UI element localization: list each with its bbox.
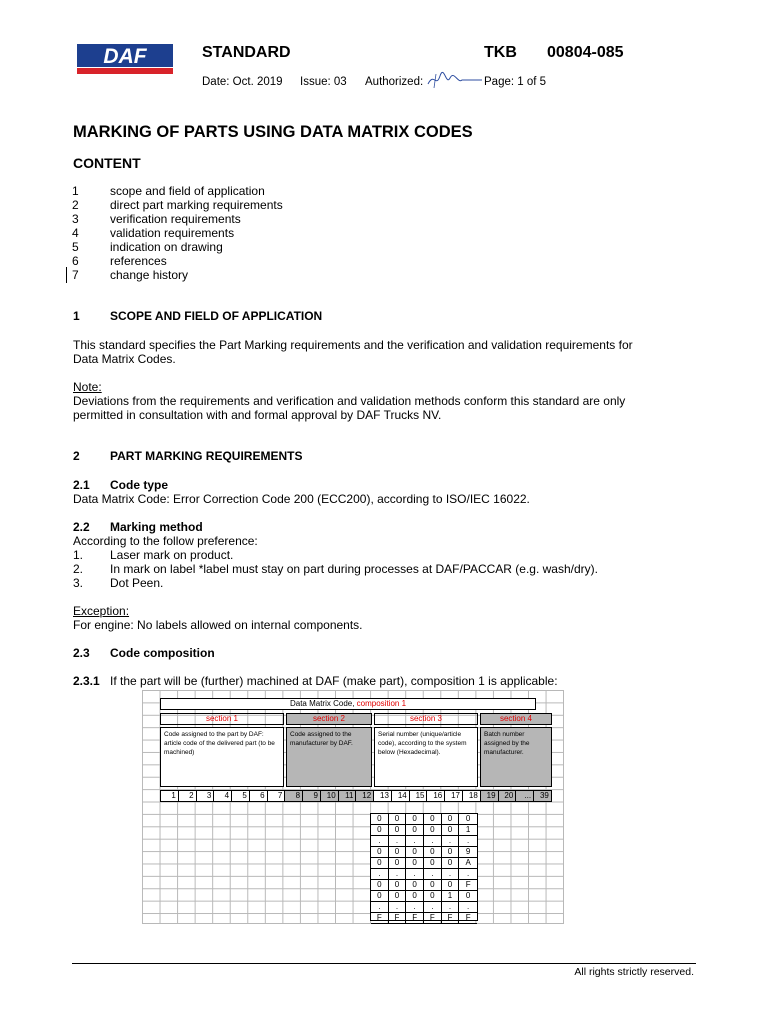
position-cell: 1 [161, 791, 179, 801]
serial-cell: 0 [371, 891, 389, 902]
signature-image [426, 70, 484, 90]
section-4-header: section 4 [480, 713, 552, 725]
section-4-description: Batch number assigned by the manufacturer. [480, 727, 552, 787]
serial-cell: 0 [389, 880, 407, 891]
toc-item: scope and field of application [110, 184, 265, 198]
serial-cell: 0 [406, 858, 424, 869]
position-cell: 6 [250, 791, 268, 801]
position-cell: 12 [356, 791, 374, 801]
list-item: Dot Peen. [110, 576, 164, 590]
serial-cell: . [406, 869, 424, 880]
position-cell: 11 [339, 791, 357, 801]
serial-cell: 0 [459, 891, 477, 902]
position-cell: 13 [374, 791, 392, 801]
footer-rights: All rights strictly reserved. [574, 966, 694, 978]
note-label: Note: [73, 380, 102, 394]
daf-logo [77, 44, 173, 74]
toc-item: indication on drawing [110, 240, 223, 254]
subsection-title: Marking method [110, 520, 203, 534]
toc-number: 6 [72, 254, 79, 268]
serial-cell: 0 [424, 891, 442, 902]
list-item: In mark on label *label must stay on part during processes at DAF/PACCAR (e.g. wash/dry). [110, 562, 598, 576]
serial-cell: 0 [442, 814, 460, 825]
toc-number: 4 [72, 226, 79, 240]
serial-cell: 0 [371, 858, 389, 869]
subsection-title: Code type [110, 478, 169, 492]
section-1-header: section 1 [160, 713, 284, 725]
serial-cell: F [459, 913, 477, 924]
serial-cell: F [389, 913, 407, 924]
serial-cell: . [389, 869, 407, 880]
section-3-header: section 3 [374, 713, 478, 725]
serial-cell: . [371, 902, 389, 913]
toc-number: 7 [72, 268, 79, 282]
section-number: 2 [73, 449, 80, 463]
subsection-number: 2.2 [73, 520, 90, 534]
position-cell: 16 [427, 791, 445, 801]
serial-cell: 0 [389, 891, 407, 902]
serial-cell: . [371, 869, 389, 880]
section-title: PART MARKING REQUIREMENTS [110, 449, 303, 463]
list-number: 1. [73, 548, 84, 562]
exception-text: For engine: No labels allowed on internal components. [73, 618, 363, 632]
toc-item: verification requirements [110, 212, 241, 226]
serial-cell: 0 [389, 858, 407, 869]
position-cell: 17 [445, 791, 463, 801]
header-title: STANDARD [202, 44, 291, 61]
serial-cell: 0 [406, 847, 424, 858]
spreadsheet-grid [142, 690, 564, 924]
character-position-row [160, 790, 552, 802]
toc-item: change history [110, 268, 189, 282]
serial-cell: F [371, 913, 389, 924]
serial-cell: . [371, 836, 389, 847]
serial-cell: 0 [371, 814, 389, 825]
serial-cell: 0 [459, 814, 477, 825]
serial-cell: 0 [424, 847, 442, 858]
table-title-prefix: Data Matrix Code, [289, 699, 357, 708]
note-line: permitted in consultation with and formal approval by DAF Trucks NV. [73, 408, 442, 422]
section-3-description: Serial number (unique/article code), according to the system below (Hexadecimal). [374, 727, 478, 787]
serial-cell: . [442, 902, 460, 913]
header-code-label: TKB [484, 44, 517, 61]
serial-cell: F [406, 913, 424, 924]
section-number: 1 [73, 309, 80, 323]
serial-cell: 0 [442, 858, 460, 869]
serial-cell: . [459, 902, 477, 913]
serial-cell: 0 [371, 847, 389, 858]
serial-cell: 0 [389, 825, 407, 836]
position-cell: 15 [410, 791, 428, 801]
serial-cell: 1 [459, 825, 477, 836]
serial-cell: 0 [389, 847, 407, 858]
position-cell: 14 [392, 791, 410, 801]
paragraph-line: Data Matrix Codes. [73, 352, 176, 366]
header-authorized: Authorized: [365, 76, 424, 88]
position-cell: 18 [463, 791, 481, 801]
serial-cell: . [459, 869, 477, 880]
subsection-number: 2.1 [73, 478, 90, 492]
serial-cell: F [424, 913, 442, 924]
serial-cell: 0 [406, 814, 424, 825]
serial-cell: 0 [424, 880, 442, 891]
serial-cell: 1 [442, 891, 460, 902]
position-cell: 7 [268, 791, 286, 801]
data-matrix-code-title [160, 698, 536, 710]
serial-cell: 0 [406, 825, 424, 836]
serial-cell: . [459, 836, 477, 847]
serial-cell: . [389, 836, 407, 847]
serial-cell: 0 [424, 814, 442, 825]
toc-item: references [110, 254, 167, 268]
serial-cell: . [424, 869, 442, 880]
serial-cell: 0 [442, 847, 460, 858]
serial-cell: A [459, 858, 477, 869]
position-cell: 9 [303, 791, 321, 801]
section-2-description: Code assigned to the manufacturer by DAF. [286, 727, 372, 787]
serial-cell: 0 [424, 858, 442, 869]
toc-number: 5 [72, 240, 79, 254]
paragraph-line: Data Matrix Code: Error Correction Code 200 (ECC200), according to ISO/IEC 16022. [73, 492, 530, 506]
logo-text: DAF [103, 45, 147, 68]
position-cell: ... [516, 791, 534, 801]
position-cell: 39 [534, 791, 551, 801]
serial-cell: F [459, 880, 477, 891]
serial-cell: . [406, 836, 424, 847]
toc-number: 2 [72, 198, 79, 212]
section-title: SCOPE AND FIELD OF APPLICATION [110, 309, 323, 323]
paragraph-line: If the part will be (further) machined at DAF (make part), composition 1 is applicable: [110, 674, 558, 688]
exception-label: Exception: [73, 604, 130, 618]
content-heading: CONTENT [73, 155, 141, 171]
serial-cell: . [424, 836, 442, 847]
subsection-title: Code composition [110, 646, 215, 660]
subsection-number: 2.3 [73, 646, 90, 660]
serial-cell: 9 [459, 847, 477, 858]
serial-cell: . [406, 902, 424, 913]
note-line: Deviations from the requirements and verification and validation methods conform this standard are only [73, 394, 626, 408]
serial-cell: 0 [424, 825, 442, 836]
paragraph-line: According to the follow preference: [73, 534, 258, 548]
change-bar [66, 267, 67, 283]
serial-cell: 0 [371, 825, 389, 836]
paragraph-line: This standard specifies the Part Marking requirements and the verification and validation requirements for [73, 338, 633, 352]
header-date: Date: Oct. 2019 [202, 76, 283, 88]
position-cell: 8 [285, 791, 303, 801]
table-title-composition: composition 1 [356, 699, 407, 708]
serial-cell: F [442, 913, 460, 924]
position-cell: 19 [481, 791, 499, 801]
toc-number: 1 [72, 184, 79, 198]
toc-number: 3 [72, 212, 79, 226]
list-number: 3. [73, 576, 84, 590]
serial-cell: 0 [442, 825, 460, 836]
section-2-header: section 2 [286, 713, 372, 725]
section-1-description: Code assigned to the part by DAF: article code of the delivered part (to be machined) [160, 727, 284, 787]
position-cell: 20 [499, 791, 517, 801]
position-cell: 4 [214, 791, 232, 801]
serial-cell: 0 [442, 880, 460, 891]
serial-cell: 0 [406, 880, 424, 891]
document-title: MARKING OF PARTS USING DATA MATRIX CODES [73, 123, 473, 141]
subsection-number: 2.3.1 [73, 674, 100, 688]
list-number: 2. [73, 562, 84, 576]
serial-cell: 0 [406, 891, 424, 902]
header-page: Page: 1 of 5 [484, 76, 547, 88]
position-cell: 3 [197, 791, 215, 801]
footer-divider [72, 963, 696, 964]
serial-cell: 0 [371, 880, 389, 891]
serial-cell: . [424, 902, 442, 913]
header-issue: Issue: 03 [300, 76, 347, 88]
toc-item: validation requirements [110, 226, 235, 240]
header-document-code: 00804-085 [547, 44, 624, 61]
serial-cell: . [442, 836, 460, 847]
serial-number-table [370, 813, 478, 921]
position-cell: 2 [179, 791, 197, 801]
serial-cell: . [442, 869, 460, 880]
position-cell: 10 [321, 791, 339, 801]
list-item: Laser mark on product. [110, 548, 234, 562]
serial-cell: . [389, 902, 407, 913]
position-cell: 5 [232, 791, 250, 801]
serial-cell: 0 [389, 814, 407, 825]
toc-item: direct part marking requirements [110, 198, 283, 212]
